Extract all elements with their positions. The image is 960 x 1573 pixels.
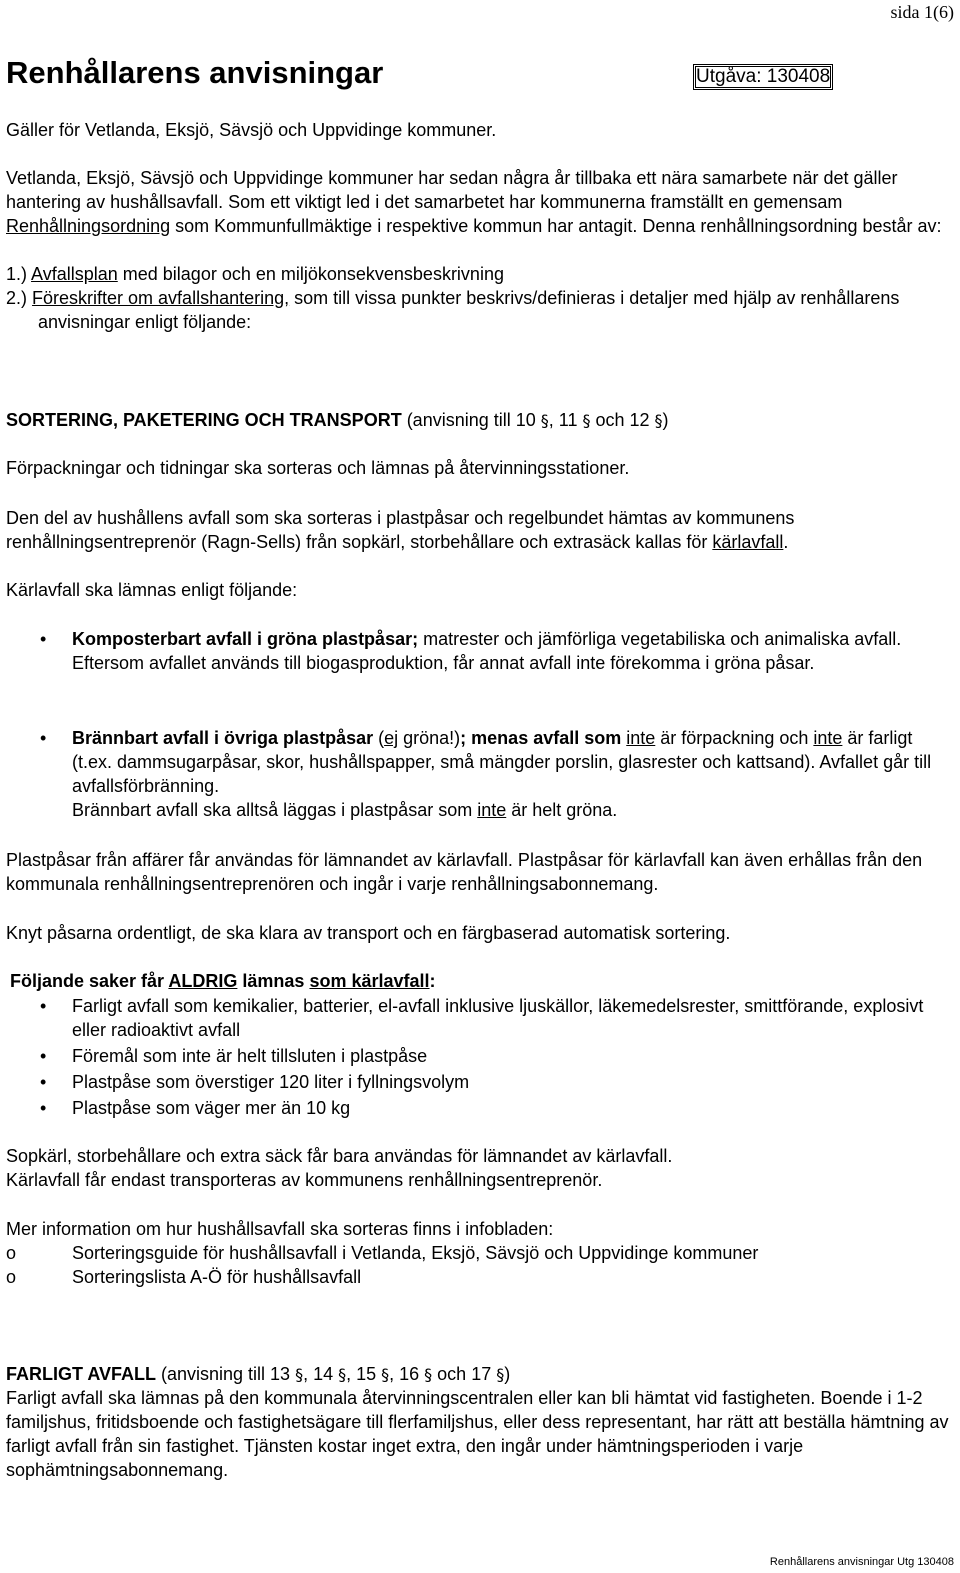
list-item: o Sorteringsguide för hushållsavfall i Vetlanda, Eksjö, Sävsjö och Uppvidinge kommuner	[6, 1243, 759, 1263]
plastic-bags-note: Plastpåsar från affärer får användas för lämnandet av kärlavfall. Plastpåsar för kärlavfall kan även erhållas från den kommunala renhållningsentreprenören och ingår i varje renhållningsabonnemang.	[6, 850, 923, 894]
list-item-2: 2.) Föreskrifter om avfallshantering, som till vissa punkter beskrivs/definieras i detaljer med hjälp av renhållarens anvisningar enligt följande:	[6, 288, 900, 332]
info-list	[6, 1241, 951, 1289]
never-heading: Följande saker får ALDRIG lämnas som kärlavfall:	[10, 971, 436, 991]
hazardous-heading: FARLIGT AVFALL (anvisning till 13 §, 14 §, 15 §, 16 § och 17 §)	[6, 1364, 511, 1384]
list-item: • Farligt avfall som kemikalier, batterier, el-avfall inklusive ljuskällor, läkemedelsrester, smittförande, explosivt eller radioaktivt avfall	[40, 996, 924, 1040]
page-footer: Renhållarens anvisningar Utg 130408	[769, 1556, 954, 1568]
list-item: • Plastpåse som överstiger 120 liter i fyllningsvolym	[40, 1072, 470, 1092]
bullet-compostable: • Komposterbart avfall i gröna plastpåsar; matrester och jämförliga vegetabiliska och animaliska avfall. Eftersom avfallet används till biogasproduktion, får annat avfall inte förekomma i gröna påsar.	[40, 629, 902, 673]
hazardous-text: Farligt avfall ska lämnas på den kommunala återvinningscentralen eller kan bli hämtat vid fastigheten. Boende i 1-2 familjshus, fritidsboende och fastighetsägare till flerfamiljshus, eller dess representant, har rätt att beställa hämtning av farligt avfall från sin fastighet. Tjänsten kostar inget extra, den ingår under hämtningsperioden i varje sophämtningsabonnemang.	[6, 1388, 949, 1480]
list-item: • Plastpåse som väger mer än 10 kg	[40, 1098, 351, 1118]
list-item: o Sorteringslista A-Ö för hushållsavfall	[6, 1267, 362, 1287]
page-number: sida 1(6)	[890, 2, 954, 22]
sorting-heading: SORTERING, PAKETERING OCH TRANSPORT (anvisning till 10 §, 11 § och 12 §)	[6, 410, 669, 430]
karlavfall-intro: Kärlavfall ska lämnas enligt följande:	[6, 580, 298, 600]
renhallningsordning-ref: Renhållningsordning	[6, 216, 171, 236]
page-title: Renhållarens anvisningar	[6, 55, 384, 90]
sorting-bullets-2	[6, 726, 951, 822]
karlavfall-definition: Den del av hushållens avfall som ska sorteras i plastpåsar och regelbundet hämtas av kommunens renhållningsentreprenör (Ragn-Sells) från sopkärl, storbehållare och extrasäck kallas för kärlavfall.	[6, 508, 795, 552]
sorting-bullets	[6, 627, 951, 675]
list-item: • Föremål som inte är helt tillsluten i plastpåse	[40, 1046, 428, 1066]
intro-paragraph: Vetlanda, Eksjö, Sävsjö och Uppvidinge kommuner har sedan några år tillbaka ett nära samarbete när det gäller hantering av hushållsavfall. Som ett viktigt led i det samarbetet har kommunerna framställt en gemensam Renhållningsordning som Kommunfullmäktige i respektive kommun har antagit. Denna renhållningsordning består av:	[6, 168, 942, 236]
packaging-note: Förpackningar och tidningar ska sorteras och lämnas på återvinningsstationer.	[6, 458, 630, 478]
edition-box: Utgåva: 130408	[693, 64, 833, 90]
list-item-1: 1.) Avfallsplan med bilagor och en miljökonsekvensbeskrivning	[6, 264, 504, 284]
transport-note: Kärlavfall får endast transporteras av kommunens renhållningsentreprenör.	[6, 1170, 603, 1190]
applies-to: Gäller för Vetlanda, Eksjö, Sävsjö och Uppvidinge kommuner.	[6, 120, 497, 140]
tie-bags-note: Knyt påsarna ordentligt, de ska klara av transport och en färgbaserad automatisk sortering.	[6, 923, 731, 943]
more-info: Mer information om hur hushållsavfall ska sorteras finns i infobladen:	[6, 1219, 554, 1239]
bins-note: Sopkärl, storbehållare och extra säck får bara användas för lämnandet av kärlavfall.	[6, 1146, 673, 1166]
bullet-combustible: • Brännbart avfall i övriga plastpåsar (ej gröna!); menas avfall som inte är förpackning och inte är farligt (t.ex. dammsugarpåsar, skor, hushållspapper, små mängder porslin, glasrester och kattsand). Avfallet går till avfallsförbränning. Brännbart avfall ska alltså läggas i plastpåsar som inte är helt gröna.	[40, 728, 932, 820]
never-list	[6, 994, 951, 1120]
